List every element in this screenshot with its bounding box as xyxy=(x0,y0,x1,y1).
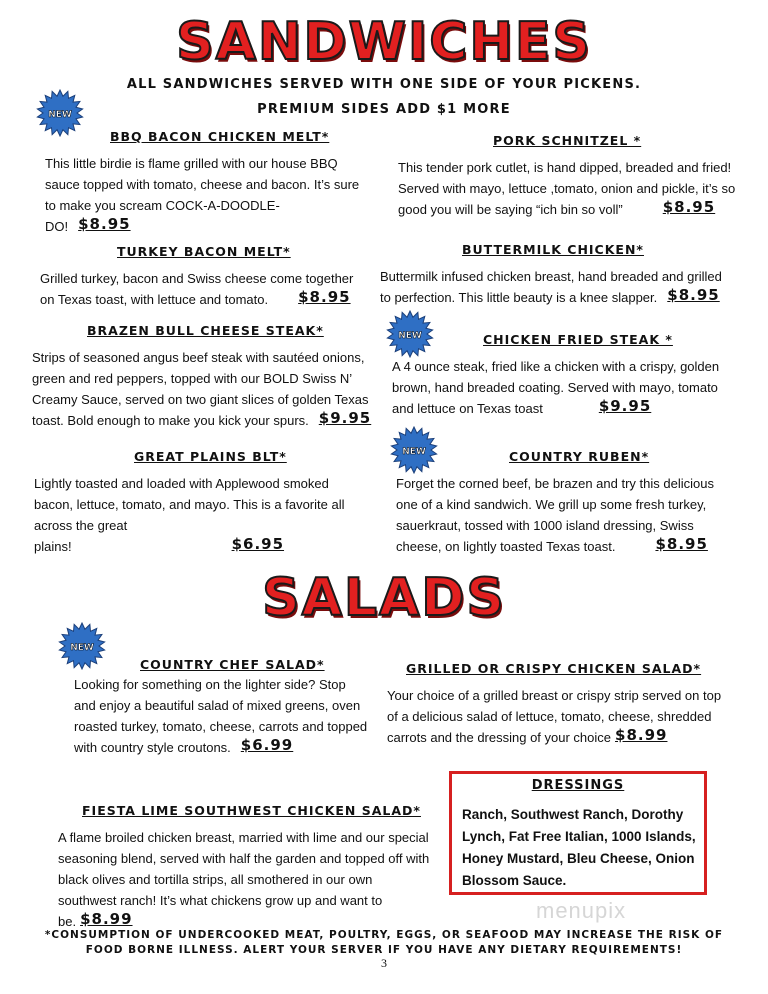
item-price: $8.99 xyxy=(80,910,133,928)
item-desc-country-ruben: Forget the corned beef, be brazen and try this delicious one of a kind sandwich. We grill up some fresh turkey, sauerkraut, tossed with 1000 island dressing, Swiss cheese, on lightly toasted Texas toast. $8.95 xyxy=(396,476,714,554)
item-price: $8.95 xyxy=(662,198,716,216)
svg-text:NEW: NEW xyxy=(402,447,426,457)
item-price: $6.95 xyxy=(231,535,285,553)
item-price: $8.95 xyxy=(298,288,351,306)
sides-note: ALL SANDWICHES SERVED WITH ONE SIDE OF YOUR PICKENS. xyxy=(126,77,642,92)
new-badge-icon xyxy=(386,310,434,358)
salads-heading: SALADS xyxy=(262,568,506,628)
new-badge-icon xyxy=(390,426,438,474)
new-badge-icon xyxy=(36,89,84,137)
dressings-box xyxy=(449,771,707,895)
item-desc-bbq-bacon-chicken-melt: This little birdie is flame grilled with our house BBQ sauce topped with tomato, cheese and bacon. It’s sure to make you scream COCK-A-DOODLE-DO! $8.95 xyxy=(45,156,360,234)
item-desc-country-chef-salad: Looking for something on the lighter side? Stop and enjoy a beautiful salad of mixed greens, oven roasted turkey, tomato, cheese, carrots and topped with country style croutons. $6.99 xyxy=(74,677,368,755)
svg-text:NEW: NEW xyxy=(398,331,422,341)
item-desc-great-plains-blt: Lightly toasted and loaded with Applewood smoked bacon, lettuce, tomato, and mayo. This is a favorite all across the great plains! $6.95 xyxy=(34,476,345,554)
svg-text:NEW: NEW xyxy=(70,643,94,653)
svg-text:NEW: NEW xyxy=(48,110,72,120)
item-price: $6.99 xyxy=(240,736,294,754)
item-title-grilled-or-crispy-chicken-salad: GRILLED OR CRISPY CHICKEN SALAD* xyxy=(406,661,702,676)
item-title-country-chef-salad: COUNTRY CHEF SALAD* xyxy=(140,657,325,672)
item-price: $8.95 xyxy=(667,286,720,304)
sandwiches-heading: SANDWICHES xyxy=(176,12,592,72)
watermark: menupix xyxy=(536,898,627,923)
item-price: $9.95 xyxy=(318,409,372,427)
page-number: 3 xyxy=(381,956,387,970)
item-desc-brazen-bull-cheese-steak: Strips of seasoned angus beef steak with sautéed onions, green and red peppers, topped with our BOLD Swiss N’ Creamy Sauce, served on two giant slices of golden Texas toast. Bold enough to make you kick your spurs. $9.95 xyxy=(32,350,372,428)
item-price: $8.95 xyxy=(78,215,131,233)
new-badge-icon xyxy=(58,622,106,670)
item-desc-buttermilk-chicken: Buttermilk infused chicken breast, hand breaded and grilled to perfection. This little beauty is a knee slapper. $8.95 xyxy=(380,269,722,305)
item-title-country-ruben: COUNTRY RUBEN* xyxy=(509,449,650,464)
item-title-bbq-bacon-chicken-melt: BBQ BACON CHICKEN MELT* xyxy=(110,129,330,144)
item-price: $8.99 xyxy=(615,726,668,744)
item-desc-pork-schnitzel: This tender pork cutlet, is hand dipped, breaded and fried! Served with mayo, lettuce ,tomato, onion and pickle, it’s so good you will be saying “ich bin so voll” $8.95 xyxy=(398,160,736,217)
dressings-list: Ranch, Southwest Ranch, Dorothy Lynch, Fat Free Italian, 1000 Islands, Honey Mustard, Bleu Cheese, Onion Blossom Sauce. xyxy=(462,807,696,888)
item-title-chicken-fried-steak: CHICKEN FRIED STEAK * xyxy=(483,332,673,347)
item-title-pork-schnitzel: PORK SCHNITZEL * xyxy=(493,133,642,148)
item-desc-fiesta-lime-southwest-chicken-salad: A flame broiled chicken breast, married with lime and our special seasoning blend, served with half the garden and topped off with black olives and tortilla strips, all smothered in our own southwest ranch! It’s what chickens grow up and want to be. $8.99 xyxy=(58,830,430,929)
item-desc-turkey-bacon-melt: Grilled turkey, bacon and Swiss cheese come together on Texas toast, with lettuce and tomato. $8.95 xyxy=(40,271,354,307)
item-price: $8.95 xyxy=(655,535,708,553)
food-safety-disclaimer: *CONSUMPTION OF UNDERCOOKED MEAT, POULTRY, EGGS, OR SEAFOOD MAY INCREASE THE RISK OF FOOD BORNE ILLNESS. ALERT YOUR SERVER IF YOU HAVE ANY DIETARY REQUIREMENTS! xyxy=(44,929,724,956)
item-desc-chicken-fried-steak: A 4 ounce steak, fried like a chicken with a crispy, golden brown, hand breaded coating. Served with mayo, tomato and lettuce on Texas toast $9.95 xyxy=(392,359,720,416)
item-title-turkey-bacon-melt: TURKEY BACON MELT* xyxy=(117,244,291,259)
premium-sides-note: PREMIUM SIDES ADD $1 MORE xyxy=(257,102,511,117)
item-price: $9.95 xyxy=(598,397,652,415)
item-title-brazen-bull-cheese-steak: BRAZEN BULL CHEESE STEAK* xyxy=(87,323,324,338)
item-title-great-plains-blt: GREAT PLAINS BLT* xyxy=(134,449,287,464)
item-title-fiesta-lime-southwest-chicken-salad: FIESTA LIME SOUTHWEST CHICKEN SALAD* xyxy=(82,803,421,818)
item-desc-grilled-or-crispy-chicken-salad: Your choice of a grilled breast or crispy strip served on top of a delicious salad of lettuce, tomato, cheese, shredded carrots and the dressing of your choice $8.99 xyxy=(387,688,722,745)
dressings-title: DRESSINGS xyxy=(531,778,625,793)
item-title-buttermilk-chicken: BUTTERMILK CHICKEN* xyxy=(462,242,644,257)
